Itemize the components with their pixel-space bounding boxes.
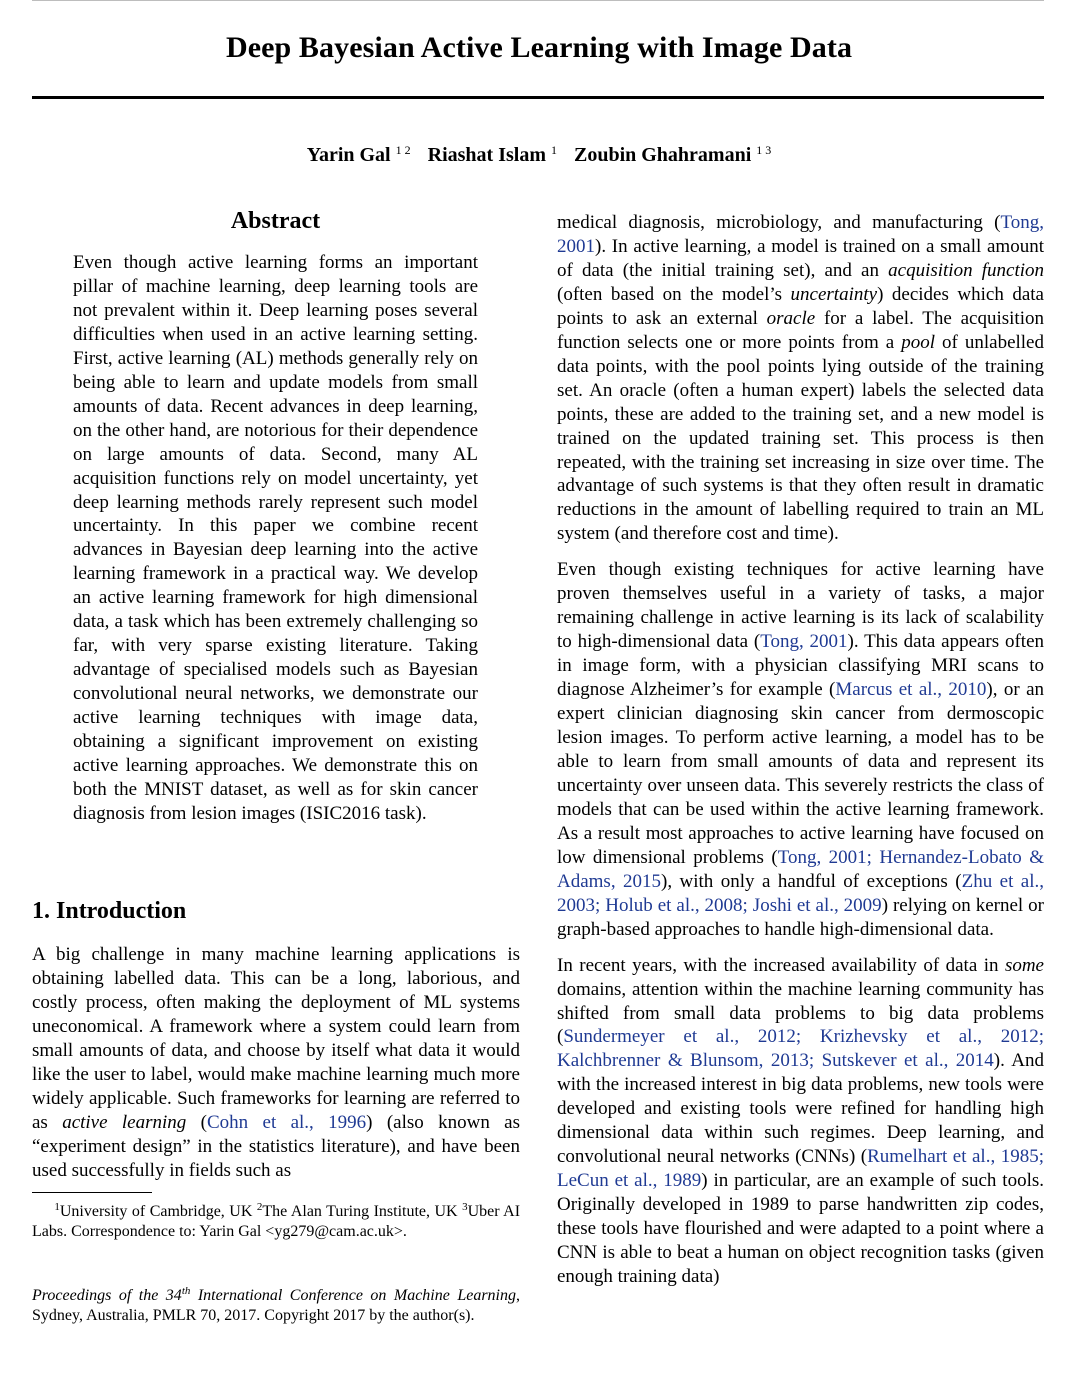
text-run: Uber AI Labs. Correspondence to: Yarin Gal <yg279@cam.ac.uk>. xyxy=(32,1203,521,1240)
citation-link[interactable]: Cohn et al., 1996 xyxy=(206,1111,367,1133)
citation-link[interactable]: Zhu et al., 2003; Holub et al., 2008; Joshi et al., 2009 xyxy=(557,870,1044,916)
text-run: ). This data appears often in image form, with a physician classifying MRI scans to diagnose Alzheimer’s for example ( xyxy=(557,631,1045,701)
author xyxy=(574,144,771,166)
author-affiliation: 1 3 xyxy=(756,143,772,157)
text-run: of unlabelled data points, with the pool points lying outside of the training set. An oracle (often a human expert) labels the selected data points, these are added to the training set, and a new model is trained on the updated training set. This process is then repeated, with the training set increasing in size over time. The advantage of such systems is that they often result in dramatic reductions in the amount of labelling required to train an ML system (and therefore cost and time). xyxy=(557,331,1044,545)
emphasis-text: th xyxy=(181,1285,191,1297)
citation-link[interactable]: Sundermeyer et al., 2012; Krizhevsky et al., 2012; Kalchbrenner & Blunsom, 2013; Sutskever et al., 2014 xyxy=(557,1026,1044,1072)
author-affiliation: 1 xyxy=(550,143,557,157)
text-run: ), with only a handful of exceptions ( xyxy=(661,870,962,892)
text-run: ) relying on kernel or graph-based approaches to handle high-dimensional data. xyxy=(557,894,1044,940)
emphasis-text: International Conference on Machine Learning xyxy=(190,1287,516,1304)
citation-link[interactable]: Tong, 2001; Hernandez-Lobato & Adams, 2015 xyxy=(557,846,1044,892)
text-run: for a label. The acquisition function selects one or more points from a xyxy=(557,307,1044,353)
text-run: In recent years, with the increased availability of data in xyxy=(557,954,1005,976)
abstract-text: Even though active learning forms an important pillar of machine learning, deep learning tools are not prevalent within it. Deep learning poses several difficulties when used in an active learning setting. First, active learning (AL) methods generally rely on being able to learn and update models from small amounts of data. Recent advances in deep learning, on the other hand, are notorious for their dependence on large amounts of data. Second, many AL acquisition functions rely on model uncertainty, yet deep learning methods rarely represent such model uncertainty. In this paper we combine recent advances in Bayesian deep learning into the active learning framework in a practical way. We develop an active learning framework for high dimensional data, a task which has been extremely challenging so far, with very sparse existing literature. Taking advantage of specialised models such as Bayesian convolutional neural networks, we demonstrate our active learning techniques with image data, obtaining a significant improvement on existing active learning approaches. We demonstrate this on both the MNIST dataset, as well as for skin cancer diagnosis from lesion images (ISIC2016 task). xyxy=(73,252,478,824)
footnote-marker: 3 xyxy=(462,1201,468,1213)
author xyxy=(428,144,557,166)
paper-title: Deep Bayesian Active Learning with Image Data xyxy=(225,31,853,64)
text-run: ) (also known as “experiment design” in the statistics literature), and have been used successfully in fields such as xyxy=(32,1111,521,1181)
affiliation-footnote xyxy=(32,1197,520,1242)
text-run: Even though existing techniques for active learning have proven themselves useful in a variety of tasks, a major remaining challenge in active learning is its lack of scalability to high-dimensional data ( xyxy=(557,559,1044,653)
author-affiliation: 1 2 xyxy=(395,143,411,157)
text-run: A big challenge in many machine learning applications is obtaining labelled data. This can be a long, laborious, and costly process, often making the deployment of ML systems uneconomical. A framework where a system could learn from small amounts of data, and choose by itself what data it would like the user to label, would make machine learning much more widely applicable. Such frameworks for learning are referred to as xyxy=(32,944,520,1133)
text-run: ), or an expert clinician diagnosing skin cancer from dermoscopic lesion images. To perform active learning, a model has to be able to learn from small amounts of data and represent its uncertainty over unseen data. This severely restricts the class of models that can be used within the active learning framework. As a result most approaches to active learning have focused on low dimensional problems ( xyxy=(557,679,1045,868)
emphasis-text: active learning xyxy=(62,1111,187,1133)
text-run: ) in particular, are an example of such tools. Originally developed in 1989 to parse handwritten zip codes, these tools have flourished and were adapted to a point where a CNN is able to beat a human on object recognition tasks (given enough training data) xyxy=(557,1170,1044,1287)
text-run: ) decides which data points to ask an external xyxy=(557,283,1044,329)
emphasis-text: oracle xyxy=(766,307,816,329)
footnote-marker: 2 xyxy=(256,1201,263,1213)
body-paragraph xyxy=(557,954,1044,1289)
title-rule xyxy=(32,96,1044,99)
author-list xyxy=(0,143,1078,167)
author-name: Riashat Islam xyxy=(427,144,546,166)
emphasis-text: pool xyxy=(901,331,935,353)
citation-link[interactable]: Tong, 2001 xyxy=(760,631,848,653)
proceedings-note xyxy=(32,1281,520,1326)
text-run: , Sydney, Australia, PMLR 70, 2017. Copyright 2017 by the author(s). xyxy=(32,1287,520,1324)
citation-link[interactable]: Rumelhart et al., 1985; LeCun et al., 1989 xyxy=(557,1146,1044,1192)
text-run: University of Cambridge, UK xyxy=(59,1203,257,1220)
top-rule xyxy=(32,0,1044,1)
author-name: Zoubin Ghahramani xyxy=(573,144,752,166)
intro-paragraph xyxy=(32,943,520,1183)
text-run: (often based on the model’s xyxy=(557,283,791,305)
body-paragraph xyxy=(557,558,1044,941)
body-paragraph xyxy=(557,211,1044,546)
section-heading-introduction: 1. Introduction xyxy=(32,898,187,924)
author-name: Yarin Gal xyxy=(306,144,391,166)
abstract-heading: Abstract xyxy=(230,208,321,234)
emphasis-text: acquisition function xyxy=(888,259,1044,281)
emphasis-text: some xyxy=(1004,954,1044,976)
citation-link[interactable]: Marcus et al., 2010 xyxy=(835,679,987,701)
text-run: ( xyxy=(186,1111,207,1133)
text-run: domains, attention within the machine learning community has shifted from small data problems to big data problems ( xyxy=(557,978,1044,1048)
emphasis-text: uncertainty xyxy=(790,283,878,305)
text-run: The Alan Turing Institute, UK xyxy=(262,1203,463,1220)
right-column xyxy=(557,211,1044,1301)
citation-link[interactable]: Tong, 2001 xyxy=(557,212,1044,257)
text-run: ). In active learning, a model is trained on a small amount of data (the initial training set), and an xyxy=(557,235,1044,281)
footnote-rule xyxy=(32,1192,152,1193)
emphasis-text: Proceedings of the 34 xyxy=(32,1287,182,1304)
footnote-marker: 1 xyxy=(54,1201,60,1213)
text-run: medical diagnosis, microbiology, and manufacturing ( xyxy=(557,212,1001,233)
text-run: ). And with the increased interest in big data problems, new tools were developed and existing tools were refined for handling high dimensional data within such regimes. Deep learning, and convolutional neural networks (CNNs) ( xyxy=(557,1050,1044,1168)
author xyxy=(307,144,411,166)
